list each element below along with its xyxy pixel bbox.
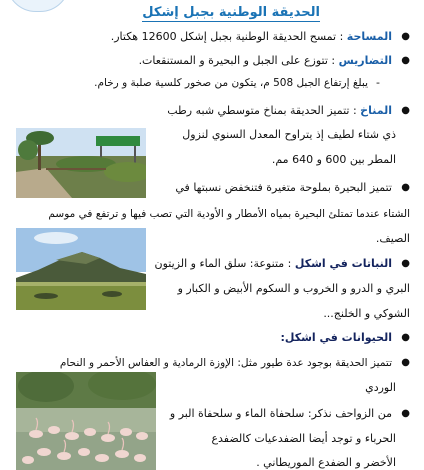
terrain-text: تتوزع على الجبل و البحيرة و المستنقعات.: [138, 54, 328, 67]
wetland-path-photo: [16, 128, 146, 198]
terrain-line: [139, 54, 392, 68]
lake-line-3: الصيف.: [375, 232, 410, 245]
bullet-icon: ●: [401, 258, 410, 269]
page-title: الحديقة الوطنية بجبل إشكل: [142, 5, 320, 20]
area-line: [111, 30, 392, 44]
birds-line-1: تتميز الحديقة بوجود عدة طيور مثل: الإوزة الرمادية و العفاس الأحمر و النحام: [59, 357, 392, 369]
plants-line-1: [155, 257, 392, 271]
bullet-icon: ●: [401, 105, 410, 116]
mountain-lake-photo: [16, 228, 146, 310]
climate-sep: :: [349, 104, 361, 117]
mountain-line: يبلغ إرتفاع الجبل 508 م، يتكون من صخور كلسية صلبة و رخام.: [94, 77, 368, 89]
climate-text: تتميز الحديقة بمناخ متوسطي شبه رطب: [167, 104, 350, 117]
dash-icon: -: [376, 76, 380, 89]
terrain-label: التضاريس: [338, 54, 392, 67]
flamingos-photo: [16, 372, 156, 470]
animals-sep: :: [280, 331, 285, 344]
climate-label: المناخ: [360, 104, 392, 117]
animals-heading: [280, 331, 392, 345]
climate-line-1: [167, 104, 392, 118]
plants-line-2: البري و الدرو و الخروب و السكوم الأبيض و الكبار و: [177, 282, 410, 295]
terrain-sep: :: [327, 54, 339, 67]
plants-line-3: الشوكي و الخلنج...: [323, 307, 410, 320]
plants-label: النباتات في اشكل: [294, 257, 392, 270]
area-text: تمسح الحديقة الوطنية بجبل إشكل 12600 هكتار.: [110, 30, 337, 43]
site-logo: [6, 0, 70, 12]
bullet-icon: ●: [401, 55, 410, 66]
bullet-icon: ●: [401, 357, 410, 368]
animals-label: الحيوانات في اشكل: [284, 331, 392, 344]
plants-text: متنوعة: سلق الماء و الزيتون: [154, 257, 285, 270]
reptiles-line-2: الحرباء و توجد أيضا الضفدعيات كالضفدع: [211, 432, 396, 445]
climate-line-3: المطر بين 600 و 640 مم.: [271, 153, 396, 166]
area-sep: :: [336, 30, 347, 43]
bullet-icon: ●: [401, 182, 410, 193]
bullet-icon: ●: [401, 31, 410, 42]
plants-sep: :: [284, 257, 295, 270]
reptiles-line-3: الأخضر و الضفدع الموريطاني .: [256, 456, 396, 469]
area-label: المساحة: [346, 30, 392, 43]
climate-line-2: ذي شتاء لطيف إذ يتراوح المعدل السنوي لنزول: [182, 128, 396, 141]
bullet-icon: ●: [401, 332, 410, 343]
birds-line-2: الوردي: [365, 381, 396, 394]
lake-line-2: الشتاء عندما تمتلئ البحيرة بمياه الأمطار و الأودية التي تصب فيها و ترتفع في موسم: [48, 208, 410, 220]
lake-line-1: تتميز البحيرة بملوحة متغيرة فتنخفض نسبتها في: [175, 181, 392, 194]
reptiles-line-1: من الزواحف نذكر: سلحفاة الماء و سلحفاة البر و: [169, 407, 392, 420]
bullet-icon: ●: [401, 408, 410, 419]
